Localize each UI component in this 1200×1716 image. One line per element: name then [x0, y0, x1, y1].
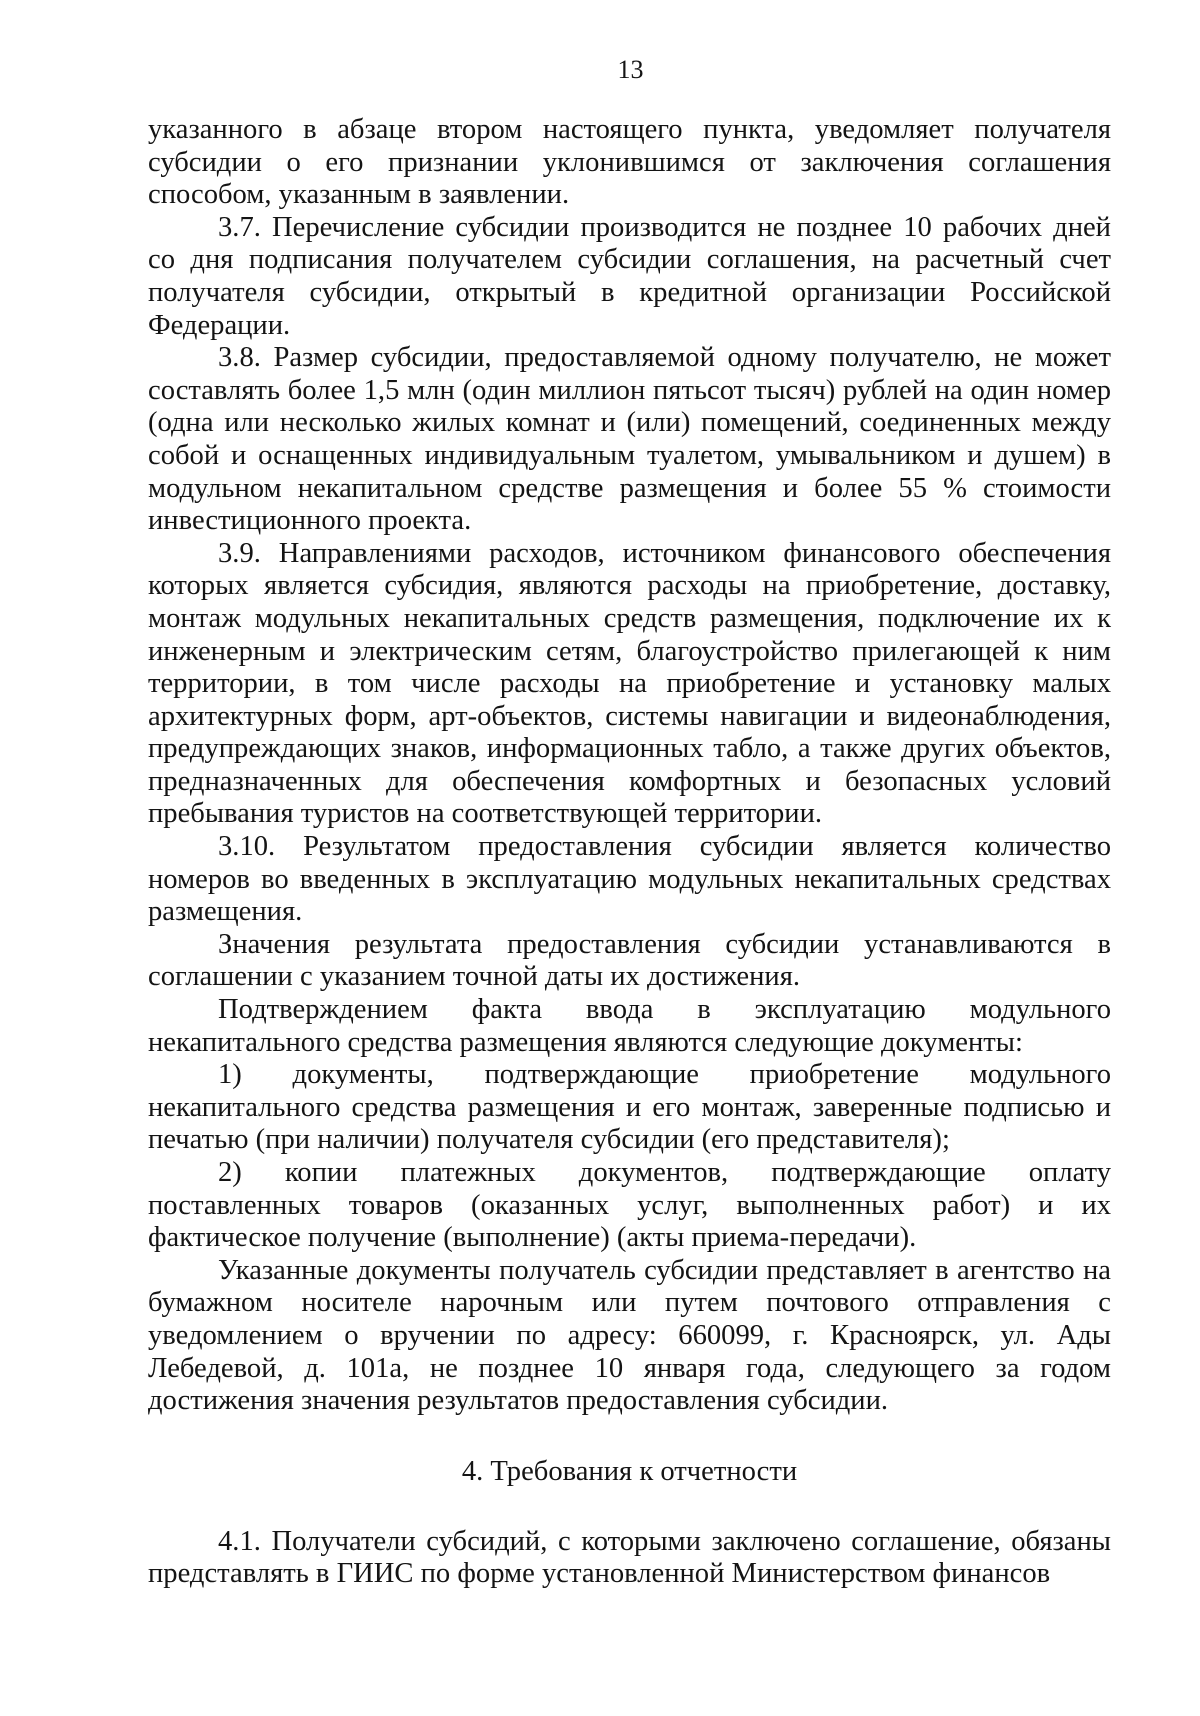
paragraph-4-1: 4.1. Получатели субсидий, с которыми заключено соглашение, обязаны представлять в ГИИС по форме установленной Министерством финансов — [148, 1525, 1111, 1590]
document-body — [148, 114, 1111, 1591]
paragraph-3-10: 3.10. Результатом предоставления субсидии является количество номеров во введенных в эксплуатацию модульных некапитальных средствах размещения. — [148, 831, 1111, 928]
page-number: 13 — [617, 55, 644, 84]
paragraph-submission: Указанные документы получатель субсидии представляет в агентство на бумажном носителе нарочным или путем почтового отправления с уведомлением о вручении по адресу: 660099, г. Красноярск, ул. Ады Лебедевой, д. 101а, не позднее 10 января года, следующего за годом достижения значения результатов предоставления субсидии. — [148, 1254, 1111, 1417]
paragraph-confirmation-docs: Подтверждением факта ввода в эксплуатацию модульного некапитального средства размещения являются следующие документы: — [148, 994, 1111, 1058]
paragraph-continuation: указанного в абзаце втором настоящего пункта, уведомляет получателя субсидии о его признании уклонившимся от заключения соглашения способом, указанным в заявлении. — [148, 114, 1111, 211]
list-item-2: 2) копии платежных документов, подтверждающие оплату поставленных товаров (оказанных услуг, выполненных работ) и их фактическое получение (выполнение) (акты приема-передачи). — [148, 1157, 1111, 1254]
paragraph-3-8: 3.8. Размер субсидии, предоставляемой одному получателю, не может составлять более 1,5 млн (один миллион пятьсот тысяч) рублей на один номер (одна или несколько жилых комнат и (или) помещений, соединенных между собой и оснащенных индивидуальным туалетом, умывальником и душем) в модульном некапитальном средстве размещения и более 55 % стоимости инвестиционного проекта. — [148, 342, 1111, 537]
paragraph-3-7: 3.7. Перечисление субсидии производится не позднее 10 рабочих дней со дня подписания получателем субсидии соглашения, на расчетный счет получателя субсидии, открытый в кредитной организации Российской Федерации. — [148, 211, 1111, 341]
list-item-1: 1) документы, подтверждающие приобретение модульного некапитального средства размещения и его монтаж, заверенные подписью и печатью (при наличии) получателя субсидии (его представителя); — [148, 1059, 1111, 1156]
section-heading: 4. Требования к отчетности — [461, 1455, 798, 1487]
paragraph-3-9: 3.9. Направлениями расходов, источником финансового обеспечения которых является субсидия, являются расходы на приобретение, доставку, монтаж модульных некапитальных средств размещения, подключение их к инженерным и электрическим сетям, благоустройство прилегающей к ним территории, в том числе расходы на приобретение и установку малых архитектурных форм, арт-объектов, системы навигации и видеонаблюдения, предупреждающих знаков, информационных табло, а также других объектов, предназначенных для обеспечения комфортных и безопасных условий пребывания туристов на соответствующей территории. — [148, 537, 1111, 830]
paragraph-result-values: Значения результата предоставления субсидии устанавливаются в соглашении с указанием точной даты их достижения. — [148, 928, 1111, 993]
